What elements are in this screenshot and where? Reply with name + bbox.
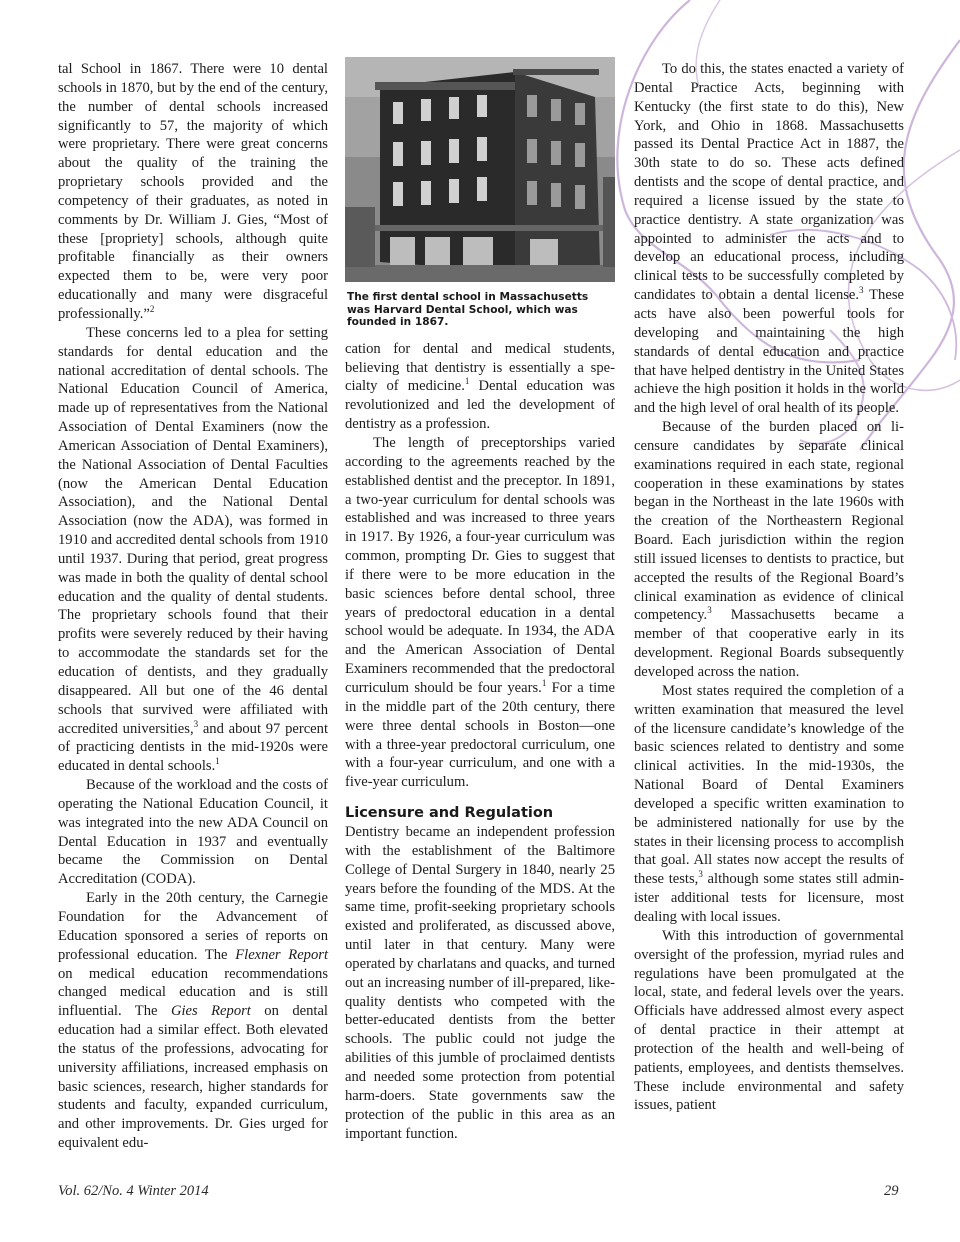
text-run: although some states still administer additional tests for licensure, most dealing with local issues. [634, 871, 904, 925]
paragraph [634, 927, 904, 1115]
paragraph [634, 682, 904, 927]
journal-footer: Vol. 62/No. 4 Winter 2014 [58, 1183, 209, 1199]
text-run: tal School in 1867. There were 10 dental schools in 1870, but by the end of the century, the number of dental schools increased significantly to 57, the majority of which were proprietary. There were great concerns about the quality of the training the proprietary schools provided and the competency of their graduates, as noted in comments by Dr. William J. Gies, “Most of these [propriety] schools, although quite profitable financially as their owners expected them to be, were very poor educationally and many were disgraceful professionally.” [58, 61, 328, 322]
citation-reference: 3 [707, 605, 712, 616]
text-run: Early in the 20th century, the Carnegie Foundation for the Advancement of Education sponsored a series of reports on professional education. The [58, 890, 328, 963]
italic-title: Gies Report [170, 1003, 251, 1020]
text-run: The length of preceptorships varied according to the agreements reached by the established dentist and the preceptor. In 1891, a two-year curriculum for dental schools was established and was increased to three years in 1917. By 1926, a four-year curriculum was common, prompting Dr. Gies to suggest that if there were to be more education in the basic sciences before dental school, three years of predoctoral education in a dental school would be adequate. In 1934, the ADA and the American Association of Dental Examiners recommended that the predoctoral curriculum should be four years. [345, 435, 615, 696]
building-photo [345, 57, 615, 282]
text-run: To do this, the states enacted a variety of Dental Practice Acts, beginning with Kentucky (the first state to do this), New York, and Ohio in 1868. Massachusetts passed its Dental Practice Act in 1887, the 30th state to do so. These acts defined dentists and the scope of dental practice, and required a license issued by the state to practice dentistry. A state organization was appointed to administer the acts and to develop an educational process, including clinical tests to be successfully completed by candidates to obtain a dental license. [634, 61, 904, 304]
section-heading: Licensure and Regulation [345, 805, 554, 822]
text-column-1 [58, 60, 328, 1153]
text-run: With this introduction of governmental oversight of the profession, myriad rules and regulations have been promulgated at the local, state, and federal levels over the years. Officials have addressed almost every aspect of dental practice in their attempt at protection of the health and well-being of patients, employees, and dentists themselves. These include environmental and safety issues, patient [634, 927, 904, 1114]
text-column-3 [634, 60, 904, 1115]
citation-reference: 3 [698, 869, 703, 880]
text-run: These acts have also been powerful tools for developing and maintaining the high standards of dental education and practice that have helped dentistry in the United States achieve the high position it holds in the world and the high level of oral health of its people. [634, 287, 904, 417]
paragraph [345, 340, 615, 434]
paragraph [345, 434, 615, 792]
citation-reference: 3 [859, 285, 864, 296]
text-run: For a time in the middle part of the 20th century, there were three dental schools in Boston—one with a three-year predoctoral curriculum, one with a four-year curriculum, and one with a five-year curriculum. [345, 679, 615, 791]
italic-title: Flexner Report [235, 946, 329, 963]
text-run: Because of the burden placed on licensure candidates by separate clinical examinations required in each state, regional cooperation in these examinations by states began in the Northeast in the late 1960s with the creation of the Northeastern Regional Board. Each jurisdiction within the region still issued licenses to dentists to practice, but accepted the results of the Regional Board’s clinical examination as evidence of clinical competency. [634, 419, 904, 624]
text-run: on dental education had a similar effect. Both elevated the status of the professions, advocating for university affiliations, increased emphasis on basic sciences, research, higher standards for students and faculty, expanded curriculum, and other improvements. Dr. Gies urged for equivalent edu- [58, 1003, 328, 1152]
citation-reference: 1 [541, 678, 547, 689]
paragraph [634, 60, 904, 418]
citation-reference: 1 [215, 756, 220, 767]
citation-reference: 2 [149, 304, 155, 315]
paragraph [58, 776, 328, 889]
photo-caption: The first dental school in Massachusetts was Harvard Dental School, which was founded in 1867. [347, 291, 589, 329]
paragraph [58, 324, 328, 776]
text-column-2 [345, 60, 615, 1143]
text-run: Most states required the completion of a written examination that measured the level of the licensure candidate’s knowledge of the basic sciences related to dentistry and some clinical activities. In the mid-1930s, the National Board of Dental Examiners developed a specific written examination to be administered nationally for use by the states in their licensing process to accomplish that goal. All states now accept the results of these tests, [634, 682, 904, 888]
text-run: Dental education was revolutionized and led the development of dentistry as a profession. [345, 378, 615, 433]
paragraph [58, 889, 328, 1153]
citation-reference: 3 [193, 718, 199, 729]
page-number: 29 [884, 1183, 899, 1199]
text-run: Massachusetts became a member of that cooperative early in its development. Regional Boards subsequently developed across the nation. [634, 607, 904, 680]
paragraph [634, 418, 904, 682]
text-run: cation for dental and medical students, believing that dentistry is essentially a specialty of medicine. [345, 340, 615, 395]
text-run: and about 97 percent of practicing dentists in the mid-1920s were educated in dental schools. [58, 720, 329, 775]
text-run: Because of the workload and the costs of operating the National Education Council, it was integrated into the new ADA Council on Dental Education in 1937 and eventually became the Commission on Dental Accreditation (CODA). [58, 777, 328, 888]
text-run: on medical education recommendations changed medical education and is still influential. The [58, 965, 328, 1020]
paragraph [345, 823, 615, 1143]
text-run: Dentistry became an independent profession with the establishment of the Baltimore College of Dental Surgery in 1840, nearly 25 years before the founding of the MDS. At the same time, profit-seeking proprietary schools existed and proliferated, as discussed above, until later in that century. Many were operated by charlatans and quacks, and turned out an increasing number of ill-prepared, like-quality dentists who competed with the better-educated dentists from the better schools. The public could not judge the abilities of this jumble of proclaimed dentists and needed some protection from potential harm-doers. State governments saw the protection of the public in this area as an important function. [345, 824, 615, 1142]
citation-reference: 1 [464, 376, 470, 387]
text-run: These concerns led to a plea for setting standards for dental education and the national accreditation of dental schools. The National Education Council of America, made up of representatives from the National Association of Dental Examiners (now the American Association of Dental Examiners), the National Association of Dental Faculties (now the American Dental Education Association), and the National Dental Association (now the ADA), was formed in 1910 and accredited dental schools from 1910 until 1937. During that period, great progress was made in both the quality of dental school education and the quality of dental students. The proprietary schools found that their profits were severely reduced by their having to accommodate the standards set for the education of dentists, and they gradually disappeared. All but one of the 46 dental schools that survived were affiliated with accredited universities, [58, 324, 328, 737]
paragraph [58, 60, 328, 324]
